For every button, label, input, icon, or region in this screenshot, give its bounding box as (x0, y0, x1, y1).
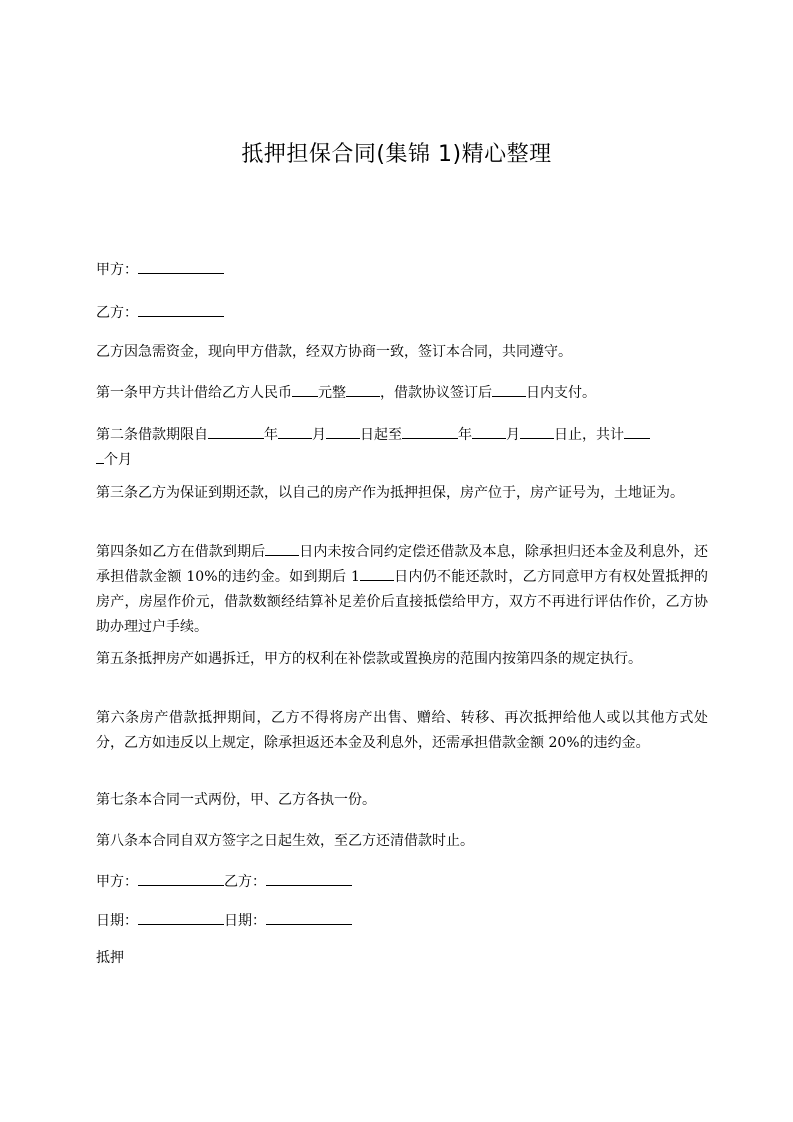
clause-1-days-blank (492, 382, 526, 397)
clause-4-text-b: 日内未按合同约定偿还借款及本息，除承担归还本金及利息外，还承担借款金额 10%的违约金。如到期后 1 (96, 544, 708, 585)
clause-4-text-c: 日内仍不能还款时，乙方同意甲方有权处置抵押的房产，房屋作价元，借款数额经结算补足差价后直接抵偿给甲方，双方不再进行评估作价，乙方协助办理过户手续。 (96, 569, 708, 635)
clause-2-text-a: 第二条借款期限自 (96, 427, 208, 443)
signature-party-b-label: 乙方： (224, 874, 266, 890)
clause-2-month1-label: 月 (312, 427, 326, 443)
signature-party-a-label: 甲方： (96, 874, 138, 890)
preamble: 乙方因急需资金，现向甲方借款，经双方协商一致，签订本合同，共同遵守。 (96, 344, 572, 360)
clause-3: 第三条乙方为保证到期还款，以自己的房产作为抵押担保，房产位于，房产证号为，土地证为。 (96, 485, 684, 501)
clause-2-months-label: 个月 (104, 452, 132, 468)
clause-1 (96, 381, 708, 406)
clause-2-year2-blank (402, 424, 458, 439)
date-blank-2 (266, 910, 352, 925)
party-a-blank (138, 259, 224, 274)
clause-2-total-blank (624, 424, 650, 439)
clause-2 (96, 423, 708, 473)
footer-fragment: 抵押 (96, 950, 124, 966)
party-b-line (96, 301, 708, 326)
date-label-2: 日期： (224, 913, 266, 929)
clause-1-text-d: 日内支付。 (526, 385, 596, 401)
clause-2-day2-label: 日止，共计 (554, 427, 624, 443)
clause-2-day1-label: 日起至 (360, 427, 402, 443)
clause-1-amount-blank (292, 382, 318, 397)
clause-5: 第五条抵押房产如遇拆迁，甲方的权利在补偿款或置换房的范围内按第四条的规定执行。 (96, 651, 642, 667)
clause-2-year2-label: 年 (458, 427, 472, 443)
party-a-label: 甲方： (96, 262, 138, 278)
clause-1-blank-2 (346, 382, 380, 397)
clause-7: 第七条本合同一式两份，甲、乙方各执一份。 (96, 792, 376, 808)
clause-2-month2-blank (472, 424, 506, 439)
signature-party-b-blank (266, 871, 352, 886)
clause-1-text-a: 第一条甲方共计借给乙方人民币 (96, 385, 292, 401)
signature-row (96, 870, 708, 895)
document-title: 抵押担保合同(集锦 1)精心整理 (241, 142, 552, 167)
date-blank-1 (138, 910, 224, 925)
clause-2-year1-blank (208, 424, 264, 439)
clause-4 (96, 540, 708, 640)
clause-1-text-c: ，借款协议签订后 (380, 385, 492, 401)
clause-4-text-a: 第四条如乙方在借款到期后 (96, 544, 266, 560)
clause-4-days-blank (265, 541, 299, 556)
party-b-label: 乙方： (96, 305, 138, 321)
clause-2-total-blank-cont (96, 449, 104, 464)
clause-2-day2-blank (520, 424, 554, 439)
party-a-line (96, 258, 708, 283)
clause-1-text-b: 元整 (318, 385, 346, 401)
clause-2-month1-blank (278, 424, 312, 439)
clause-6: 第六条房产借款抵押期间，乙方不得将房产出售、赠给、转移、再次抵押给他人或以其他方式处分，乙方如违反以上规定，除承担返还本金及利息外，还需承担借款金额 20%的违约金。 (96, 710, 708, 751)
signature-party-a-blank (138, 871, 224, 886)
clause-2-month2-label: 月 (506, 427, 520, 443)
clause-2-year1-label: 年 (264, 427, 278, 443)
clause-4-days-blank-2 (360, 566, 394, 581)
party-b-blank (138, 302, 224, 317)
clause-8: 第八条本合同自双方签字之日起生效，至乙方还清借款时止。 (96, 833, 474, 849)
date-row (96, 909, 708, 934)
date-label-1: 日期： (96, 913, 138, 929)
clause-2-day1-blank (326, 424, 360, 439)
